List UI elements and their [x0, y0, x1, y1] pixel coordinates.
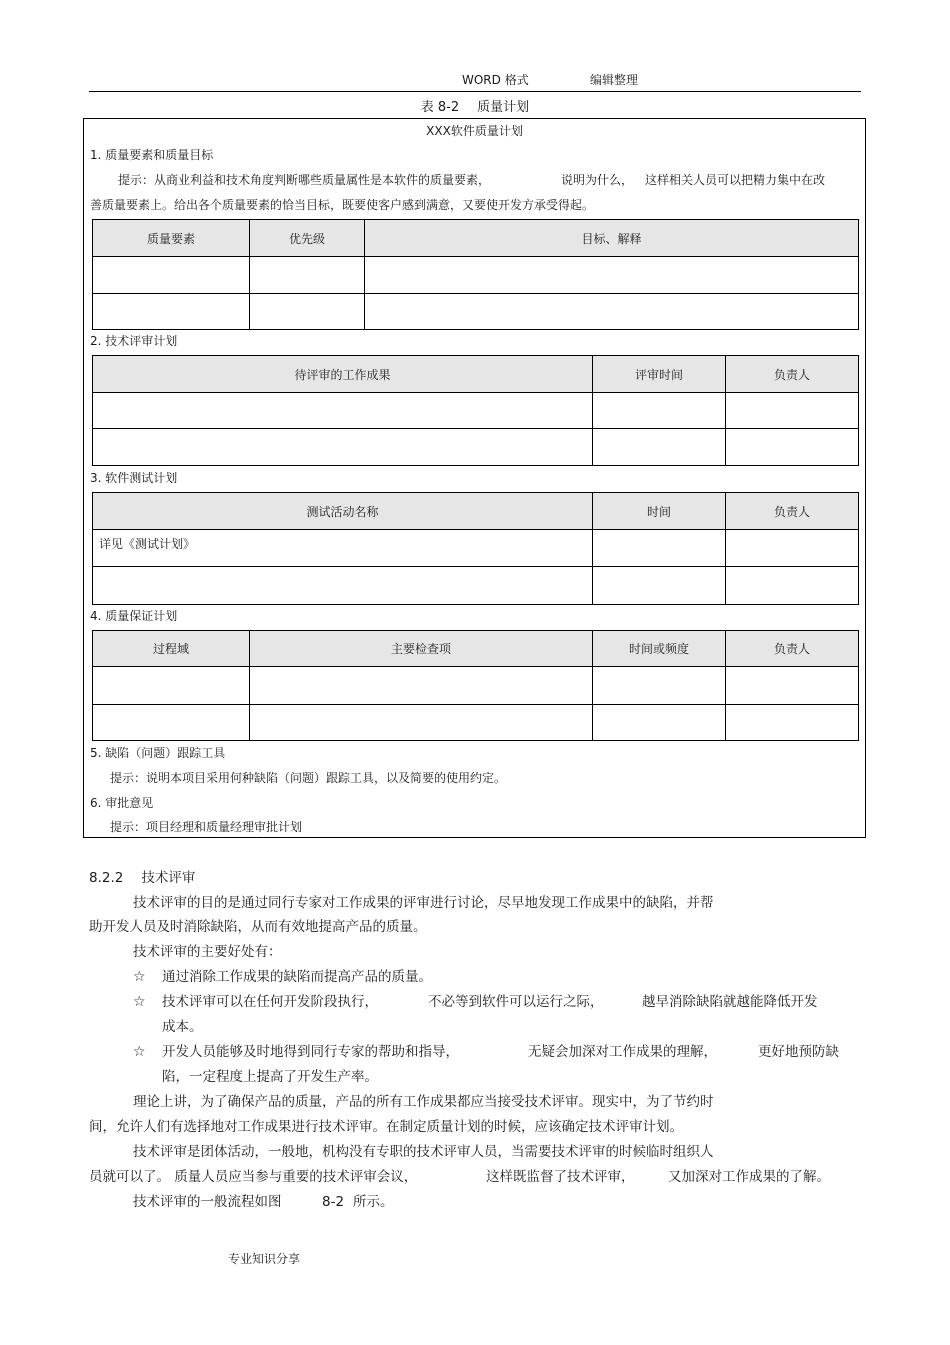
- s3-heading: 3. 软件测试计划: [90, 471, 178, 485]
- table-cell: [726, 530, 859, 567]
- table-cell: [726, 567, 859, 605]
- table-cell: [250, 705, 593, 741]
- test-plan-table: [92, 492, 859, 605]
- table-cell: [726, 393, 859, 429]
- table-cell: [250, 667, 593, 705]
- section-heading: [89, 866, 195, 890]
- p5-c: 所示。: [353, 1194, 394, 1210]
- table-cell: [726, 705, 859, 741]
- p5-a: 技术评审的一般流程如图: [133, 1194, 282, 1210]
- bullet-2-line2: 成本。: [162, 1019, 203, 1035]
- p4-line2-b: 这样既监督了技术评审，: [486, 1169, 635, 1185]
- table-cell: [250, 257, 365, 294]
- table-cell: [93, 567, 593, 605]
- col-time: 时间: [593, 493, 726, 530]
- header-rule: [89, 91, 861, 92]
- col-owner: 负责人: [726, 493, 859, 530]
- table-row: [93, 667, 859, 705]
- s5-hint: 提示：说明本项目采用何种缺陷（问题）跟踪工具，以及简要的使用约定。: [110, 771, 507, 785]
- s1-hint-line2: 善质量要素上。给出各个质量要素的恰当目标，既要使客户感到满意，又要使开发方承受得起。: [90, 198, 595, 212]
- col-quality-factor: 质量要素: [93, 220, 250, 257]
- star-icon: ☆: [133, 1044, 146, 1060]
- table-cell: [365, 294, 859, 330]
- p5-b: 8-2: [322, 1194, 345, 1210]
- table-caption-number: 表 8-2: [420, 100, 460, 115]
- table-cell: [93, 429, 593, 466]
- table-row: [93, 705, 859, 741]
- header-right: 编辑整理: [590, 73, 639, 87]
- p4-line1: 技术评审是团体活动，一般地，机构没有专职的技术评审人员，当需要技术评审的时候临时组织人: [133, 1144, 714, 1160]
- footer-text: 专业知识分享: [228, 1252, 301, 1266]
- p3-line2: 间，允许人们有选择地对工作成果进行技术评审。在制定质量计划的时候，应该确定技术评审计划。: [89, 1119, 683, 1135]
- p4-line2-a: 员就可以了。 质量人员应当参与重要的技术评审会议，: [89, 1169, 418, 1185]
- col-work-product: 待评审的工作成果: [93, 356, 593, 393]
- table-row: [93, 429, 859, 466]
- table-cell: [93, 667, 250, 705]
- table-cell: [726, 429, 859, 466]
- bullet-3-b: 无疑会加深对工作成果的理解，: [528, 1044, 717, 1060]
- table-cell: 详见《测试计划》: [93, 530, 593, 567]
- table-cell: [593, 530, 726, 567]
- table-row: [93, 393, 859, 429]
- table-cell: [593, 429, 726, 466]
- bullet-3-line2: 陷，一定程度上提高了开发生产率。: [162, 1069, 378, 1085]
- col-test-activity: 测试活动名称: [93, 493, 593, 530]
- table-cell: [593, 667, 726, 705]
- bullet-3-c: 更好地预防缺: [758, 1044, 839, 1060]
- star-icon: ☆: [133, 969, 146, 985]
- table-cell: [93, 294, 250, 330]
- table-row: [93, 257, 859, 294]
- p2: 技术评审的主要好处有：: [133, 944, 282, 960]
- table-caption-title: 质量计划: [477, 100, 530, 115]
- quality-factors-table: [92, 219, 859, 330]
- review-plan-table: [92, 355, 859, 466]
- star-icon: ☆: [133, 994, 146, 1010]
- col-check-items: 主要检查项: [250, 631, 593, 667]
- form-title: XXX软件质量计划: [426, 124, 523, 138]
- table-cell: [365, 257, 859, 294]
- s1-hint-line1-c: 这样相关人员可以把精力集中在改: [645, 173, 826, 187]
- bullet-2-a: 技术评审可以在任何开发阶段执行，: [162, 994, 378, 1010]
- table-cell: [726, 667, 859, 705]
- p4-line2-c: 又加深对工作成果的了解。: [668, 1169, 830, 1185]
- col-review-time: 评审时间: [593, 356, 726, 393]
- p1-line2: 助开发人员及时消除缺陷，从而有效地提高产品的质量。: [89, 919, 427, 935]
- col-process-area: 过程域: [93, 631, 250, 667]
- s1-hint-line1-a: 提示：从商业利益和技术角度判断哪些质量属性是本软件的质量要素，: [118, 173, 491, 187]
- s6-hint: 提示：项目经理和质量经理审批计划: [110, 820, 303, 834]
- s6-heading: 6. 审批意见: [90, 796, 154, 810]
- col-owner: 负责人: [726, 631, 859, 667]
- p1-line1: 技术评审的目的是通过同行专家对工作成果的评审进行讨论，尽早地发现工作成果中的缺陷，并帮: [133, 895, 714, 911]
- bullet-2-c: 越早消除缺陷就越能降低开发: [642, 994, 818, 1010]
- p3-line1: 理论上讲，为了确保产品的质量，产品的所有工作成果都应当接受技术评审。现实中，为了节约时: [133, 1094, 714, 1110]
- col-frequency: 时间或频度: [593, 631, 726, 667]
- s1-heading: 1. 质量要素和质量目标: [90, 148, 214, 162]
- col-goal: 目标、解释: [365, 220, 859, 257]
- table-row: [93, 530, 859, 567]
- table-cell: [93, 257, 250, 294]
- qa-plan-table: [92, 630, 859, 741]
- s5-heading: 5. 缺陷（问题）跟踪工具: [90, 746, 226, 760]
- col-priority: 优先级: [250, 220, 365, 257]
- bullet-3-a: 开发人员能够及时地得到同行专家的帮助和指导，: [162, 1044, 459, 1060]
- s1-hint-line1-b: 说明为什么，: [561, 173, 634, 187]
- table-cell: [93, 393, 593, 429]
- table-row: [93, 294, 859, 330]
- section-number: 8.2.2: [89, 870, 124, 886]
- table-caption: [89, 96, 861, 115]
- bullet-1: 通过消除工作成果的缺陷而提高产品的质量。: [162, 969, 432, 985]
- section-title: 技术评审: [141, 870, 196, 886]
- s2-heading: 2. 技术评审计划: [90, 334, 178, 348]
- bullet-2-b: 不必等到软件可以运行之际，: [428, 994, 604, 1010]
- header-left: WORD 格式: [462, 73, 529, 87]
- table-cell: [93, 705, 250, 741]
- table-cell: [250, 294, 365, 330]
- table-cell: [593, 567, 726, 605]
- table-row: [93, 567, 859, 605]
- table-cell: [593, 393, 726, 429]
- col-owner: 负责人: [726, 356, 859, 393]
- table-cell: [593, 705, 726, 741]
- s4-heading: 4. 质量保证计划: [90, 609, 178, 623]
